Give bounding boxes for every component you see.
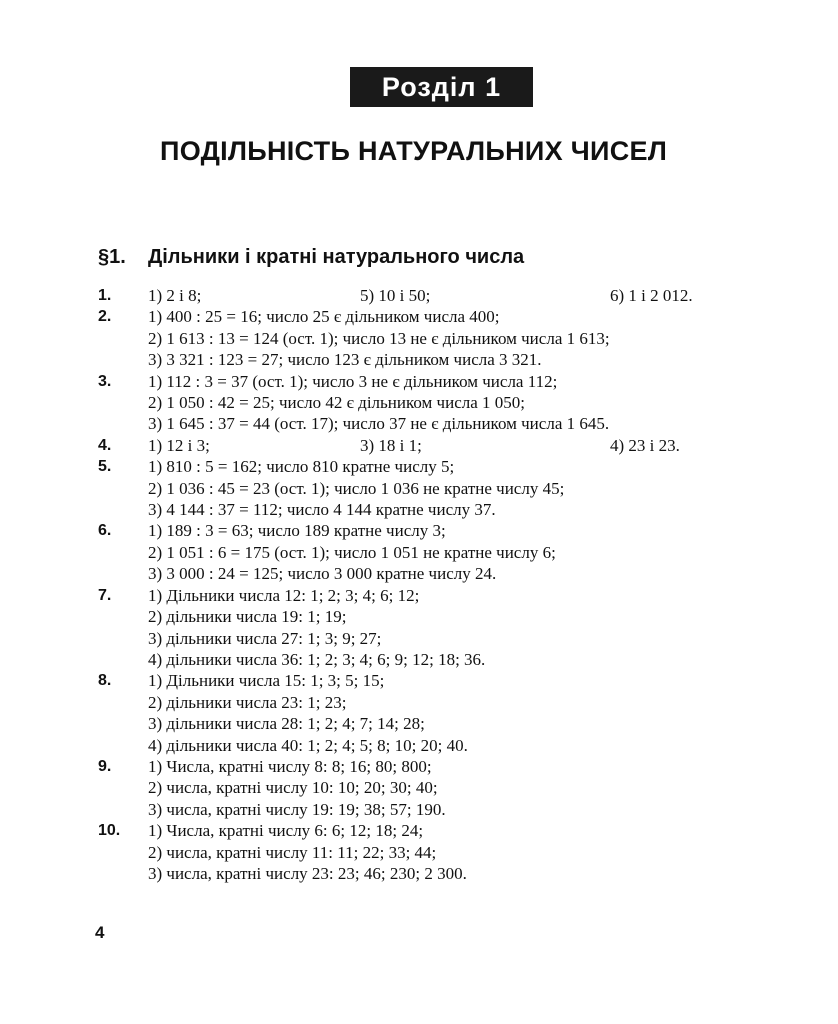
answer-line: 2) 1 051 : 6 = 175 (ост. 1); число 1 051 не кратне числу 6;	[148, 542, 556, 562]
answer-line: 2) 1 050 : 42 = 25; число 42 є дільником числа 1 050;	[148, 393, 525, 413]
answer-line: 1) 400 : 25 = 16; число 25 є дільником числа 400;	[148, 307, 500, 327]
problem	[98, 371, 818, 435]
answer-line: 4) дільники числа 40: 1; 2; 4; 5; 8; 10; 20; 40.	[148, 735, 468, 755]
problem	[98, 820, 818, 884]
answer-line: 3) 1 645 : 37 = 44 (ост. 17); число 37 не є дільником числа 1 645.	[148, 414, 610, 434]
answer-line: 2) числа, кратні числу 10: 10; 20; 30; 40;	[148, 778, 438, 798]
answer-line	[148, 285, 818, 306]
problem-number: 6.	[98, 522, 112, 540]
problem-list	[98, 285, 818, 884]
problem	[98, 756, 818, 820]
answer-line: 4) дільники числа 36: 1; 2; 3; 4; 6; 9; 12; 18; 36.	[148, 649, 486, 669]
problem-number: 3.	[98, 372, 112, 390]
answer-line: 3) 3 000 : 24 = 125; число 3 000 кратне числу 24.	[148, 564, 497, 584]
answer-line: 3) дільники числа 28: 1; 2; 4; 7; 14; 28;	[148, 714, 425, 734]
answer-line: 1) 189 : 3 = 63; число 189 кратне числу 3;	[148, 521, 446, 541]
problem-number: 1.	[98, 287, 112, 304]
answer-line: 2) 1 036 : 45 = 23 (ост. 1); число 1 036 не кратне числу 45;	[148, 478, 565, 498]
section-title: Дільники і кратні натурального числа	[148, 246, 525, 268]
problem-number: 2.	[98, 308, 112, 326]
problem	[98, 435, 818, 456]
section-heading	[98, 246, 524, 269]
page-number: 4	[95, 923, 105, 942]
answer-line: 2) дільники числа 23: 1; 23;	[148, 692, 347, 712]
answer-part: 4) 23 і 23.	[610, 435, 680, 455]
answer-line: 2) дільники числа 19: 1; 19;	[148, 607, 347, 627]
problem-number: 7.	[98, 586, 112, 604]
problem-number: 8.	[98, 672, 112, 690]
answer-line: 3) числа, кратні числу 23: 23; 46; 230; 2 300.	[148, 863, 467, 883]
problem	[98, 306, 818, 370]
answer-line: 2) 1 613 : 13 = 124 (ост. 1); число 13 не є дільником числа 1 613;	[148, 328, 610, 348]
answer-line	[148, 435, 818, 456]
problem	[98, 285, 818, 306]
answer-part: 5) 10 і 50;	[360, 286, 431, 305]
answer-line: 3) дільники числа 27: 1; 3; 9; 27;	[148, 628, 382, 648]
answer-line: 3) 3 321 : 123 = 27; число 123 є дільником числа 3 321.	[148, 350, 542, 370]
answer-part: 1) 2 і 8;	[148, 286, 202, 305]
chapter-title: ПОДІЛЬНІСТЬ НАТУРАЛЬНИХ ЧИСЕЛ	[160, 136, 668, 166]
problem-number: 9.	[98, 757, 112, 775]
answer-line: 1) Числа, кратні числу 8: 8; 16; 80; 800;	[148, 756, 432, 776]
answer-part: 6) 1 і 2 012.	[610, 286, 693, 305]
answer-line: 1) Дільники числа 15: 1; 3; 5; 15;	[148, 671, 385, 691]
answer-line: 3) 4 144 : 37 = 112; число 4 144 кратне числу 37.	[148, 500, 496, 520]
answer-line: 1) Числа, кратні числу 6: 6; 12; 18; 24;	[148, 821, 424, 841]
chapter-badge: Розділ 1	[350, 67, 533, 107]
problem-number: 5.	[98, 458, 112, 476]
problem-number: 4.	[98, 436, 112, 454]
section-number: §1.	[98, 246, 126, 268]
answer-line: 1) 112 : 3 = 37 (ост. 1); число 3 не є дільником числа 112;	[148, 371, 558, 391]
problem	[98, 585, 818, 671]
problem	[98, 670, 818, 756]
problem	[98, 456, 818, 520]
problem-number: 10.	[98, 822, 121, 840]
answer-line: 1) Дільники числа 12: 1; 2; 3; 4; 6; 12;	[148, 585, 420, 605]
answer-part: 1) 12 і 3;	[148, 435, 210, 455]
problem	[98, 520, 818, 584]
answer-line: 1) 810 : 5 = 162; число 810 кратне числу 5;	[148, 457, 455, 477]
answer-line: 2) числа, кратні числу 11: 11; 22; 33; 44;	[148, 842, 437, 862]
answer-part: 3) 18 і 1;	[360, 435, 422, 455]
answer-line: 3) числа, кратні числу 19: 19; 38; 57; 190.	[148, 799, 446, 819]
